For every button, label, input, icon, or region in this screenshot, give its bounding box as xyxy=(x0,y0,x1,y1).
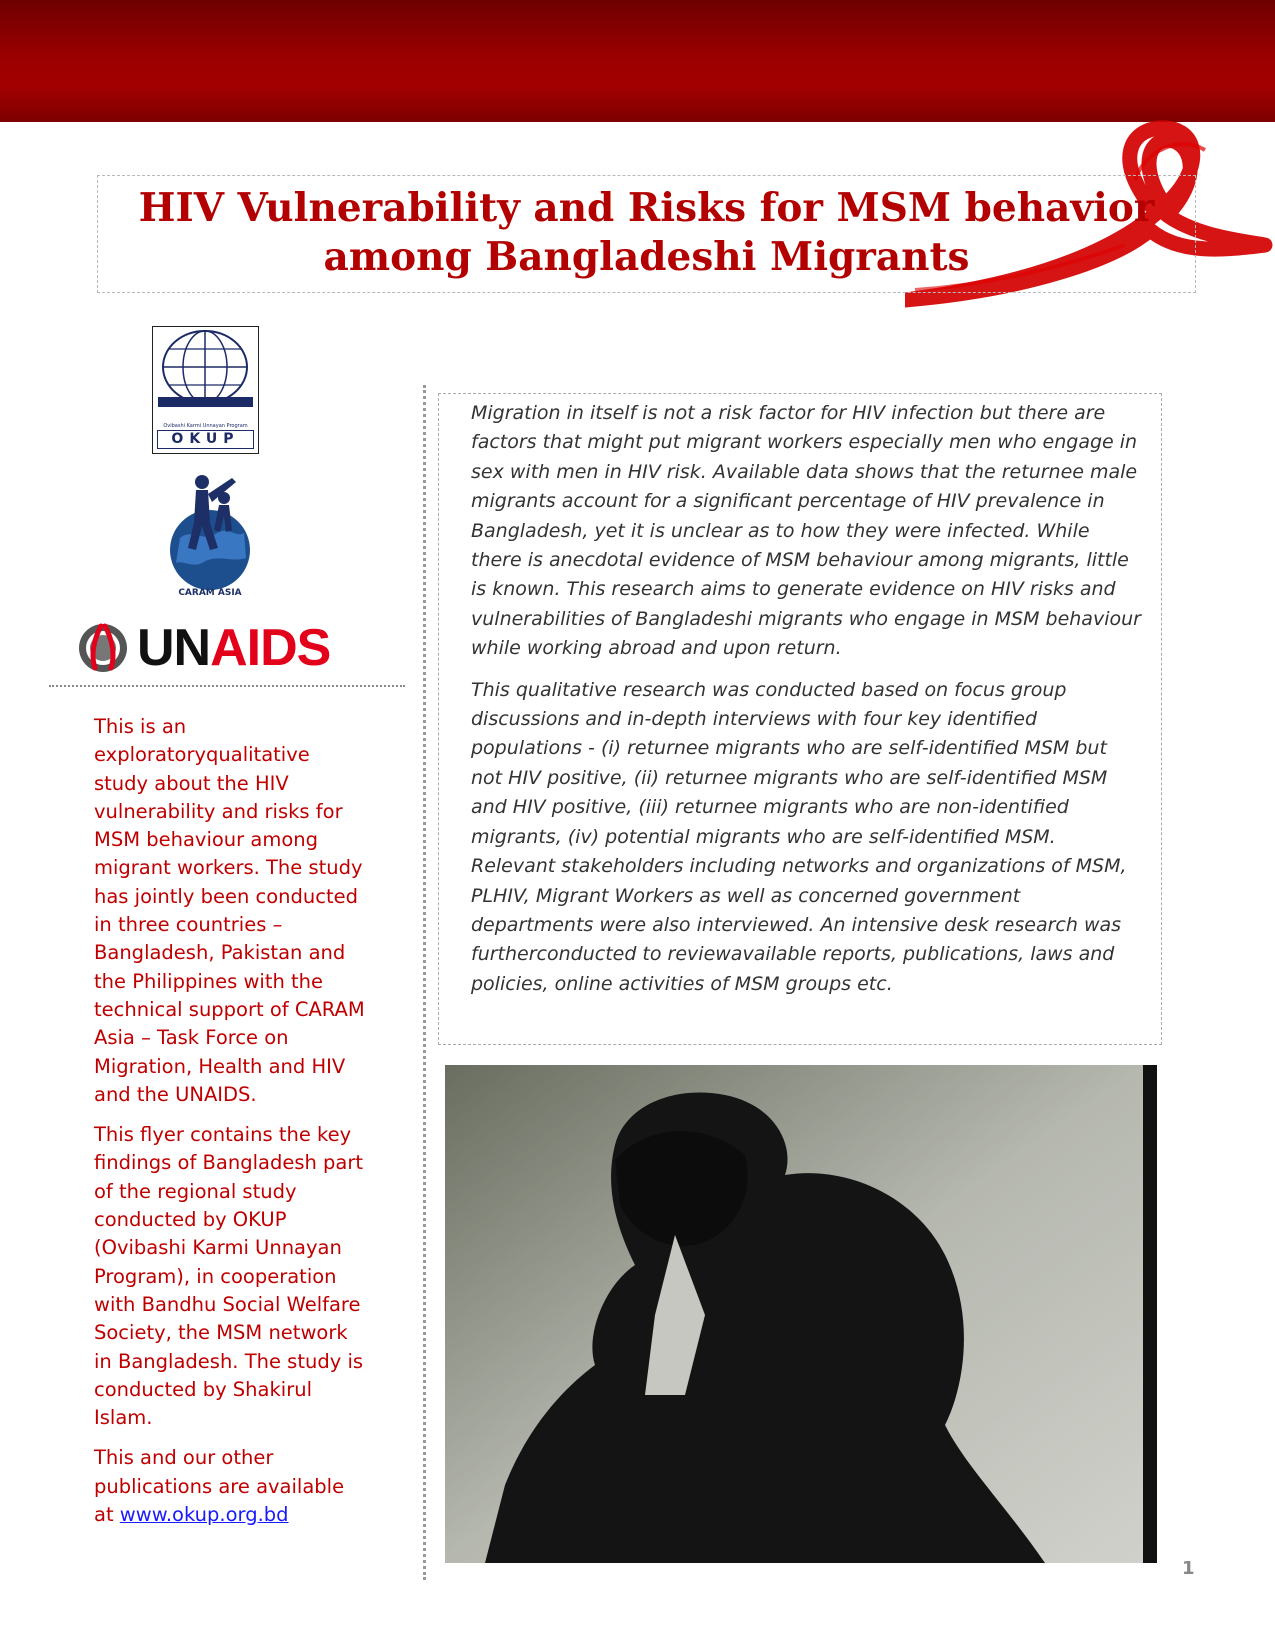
sidebar-paragraph-1: This is an exploratoryqualitative study about the HIV vulnerability and risks for MSM behaviour among migrant workers. The study has jointly been conducted in three countries – Bangladesh, Pakistan and the Philippines with the technical support of CARAM Asia – Task Force on Migration, Health and HIV and the UNAIDS. xyxy=(94,715,365,1106)
okup-logo xyxy=(152,326,259,454)
okup-wordmark: OKUP xyxy=(157,430,254,449)
un-emblem-icon xyxy=(73,616,133,676)
sidebar-paragraph-2: This flyer contains the key findings of Bangladesh part of the regional study conducted by OKUP (Ovibashi Karmi Unnayan Program), in cooperation with Bandhu Social Welfare Society, the MSM network in Bangladesh. The study is conducted by Shakirul Islam. xyxy=(94,1123,364,1430)
unaids-prefix: UN xyxy=(137,619,211,677)
unaids-logo xyxy=(73,616,363,678)
abstract-paragraph-2: This qualitative research was conducted based on focus group discussions and in-depth interviews with four key identified populations - (i) returnee migrants who are self-identified MSM but not HIV positive, (ii) returnee migrants who are self-identified MSM and HIV positive, (iii) returnee migrants who are non-identified migrants, (iv) potential migrants who are self-identified MSM. Relevant stakeholders including networks and organizations of MSM, PLHIV, Migrant Workers as well as concerned government departments were also interviewed. An intensive desk research was furtherconducted to reviewavailable reports, publications, laws and policies, online activities of MSM groups etc. xyxy=(471,678,1127,995)
page-title: HIV Vulnerability and Risks for MSM behavior xyxy=(138,185,1155,231)
sidebar-text xyxy=(94,713,369,1541)
column-divider xyxy=(423,385,426,1580)
globe-icon xyxy=(153,327,258,412)
sidebar-paragraph-3-text: This and our other publications are available at xyxy=(94,1446,345,1527)
okup-subtitle: Ovibashi Karmi Unnayan Program xyxy=(163,423,248,429)
okup-website-link[interactable]: www.okup.org.bd xyxy=(119,1503,289,1527)
page-title-line2: among Bangladeshi Migrants xyxy=(323,234,970,280)
silhouette-photo xyxy=(445,1065,1157,1563)
caram-asia-logo xyxy=(162,468,258,598)
sidebar-paragraph-3 xyxy=(94,1444,369,1529)
sidebar-divider xyxy=(49,685,405,687)
caram-wordmark: CARAM ASIA xyxy=(178,588,242,598)
title-box xyxy=(97,175,1196,293)
unaids-wordmark xyxy=(137,620,330,676)
abstract-box xyxy=(438,393,1162,1045)
abstract-paragraph-1: Migration in itself is not a risk factor for HIV infection but there are factors that might put migrant workers especially men who engage in sex with men in HIV risk. Available data shows that the returnee male migrants account for a significant percentage of HIV prevalence in Bangladesh, yet it is unclear as to how they were infected. While there is anecdotal evidence of MSM behaviour among migrants, little is known. This research aims to generate evidence on HIV risks and vulnerabilities of Bangladeshi migrants who engage in MSM behaviour while working abroad and upon return. xyxy=(471,402,1141,660)
unaids-suffix: AIDS xyxy=(210,619,331,677)
page-number: 1 xyxy=(1182,1558,1195,1579)
header-band xyxy=(0,0,1275,122)
